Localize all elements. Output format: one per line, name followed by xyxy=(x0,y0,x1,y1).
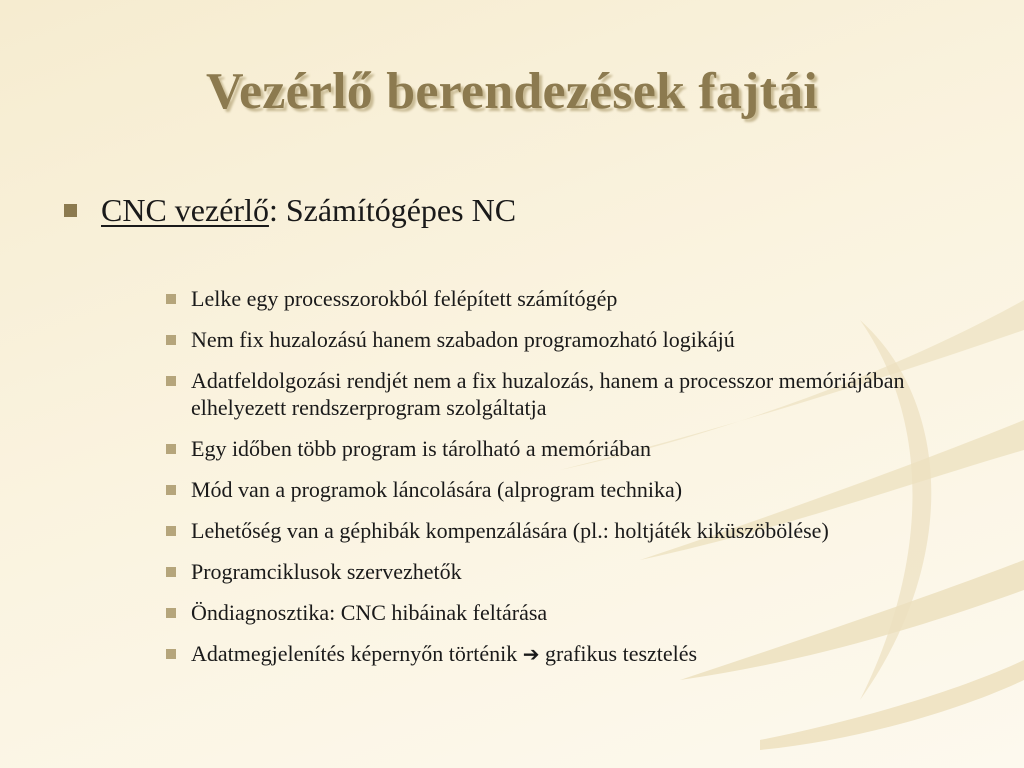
square-bullet-icon xyxy=(166,649,176,659)
cnc-term: CNC vezérlő xyxy=(101,192,269,228)
arrow-right-icon: ➔ xyxy=(522,642,540,666)
square-bullet-icon xyxy=(64,204,77,217)
slide-title: Vezérlő berendezések fajtái xyxy=(206,63,818,120)
square-bullet-icon xyxy=(166,294,176,304)
list-item-text: Nem fix huzalozású hanem szabadon programozható logikájú xyxy=(191,327,735,352)
square-bullet-icon xyxy=(166,335,176,345)
list-item xyxy=(166,435,926,462)
sub-bullet-list xyxy=(166,285,926,682)
list-item-text: Öndiagnosztika: CNC hibáinak feltárása xyxy=(191,600,548,625)
list-item-text: Programciklusok szervezhetők xyxy=(191,559,462,584)
square-bullet-icon xyxy=(166,608,176,618)
list-item-text: Lelke egy processzorokból felépített számítógép xyxy=(191,286,618,311)
list-item-text: Adatfeldolgozási rendjét nem a fix huzalozás, hanem a processzor memóriájában elhelyezett rendszerprogram szolgáltatja xyxy=(191,368,905,420)
square-bullet-icon xyxy=(166,444,176,454)
list-item xyxy=(166,367,926,421)
square-bullet-icon xyxy=(166,485,176,495)
main-bullet-text xyxy=(101,190,516,230)
list-item xyxy=(166,558,926,585)
list-item xyxy=(166,285,926,312)
cnc-description: : Számítógépes NC xyxy=(268,192,517,228)
square-bullet-icon xyxy=(166,376,176,386)
list-item xyxy=(166,640,926,668)
square-bullet-icon xyxy=(166,567,176,577)
list-item xyxy=(166,517,926,544)
list-item-text: Lehetőség van a géphibák kompenzálására (pl.: holtjáték kiküszöbölése) xyxy=(191,518,829,543)
list-item-text xyxy=(191,640,921,668)
square-bullet-icon xyxy=(166,526,176,536)
display-text: Adatmegjelenítés képernyőn történik xyxy=(191,641,523,666)
list-item-text: Egy időben több program is tárolható a memóriában xyxy=(191,436,652,461)
list-item xyxy=(166,599,926,626)
list-item-text: Mód van a programok láncolására (alprogram technika) xyxy=(191,477,683,502)
list-item xyxy=(166,476,926,503)
list-item xyxy=(166,326,926,353)
graphic-test-text: grafikus tesztelés xyxy=(539,641,698,666)
